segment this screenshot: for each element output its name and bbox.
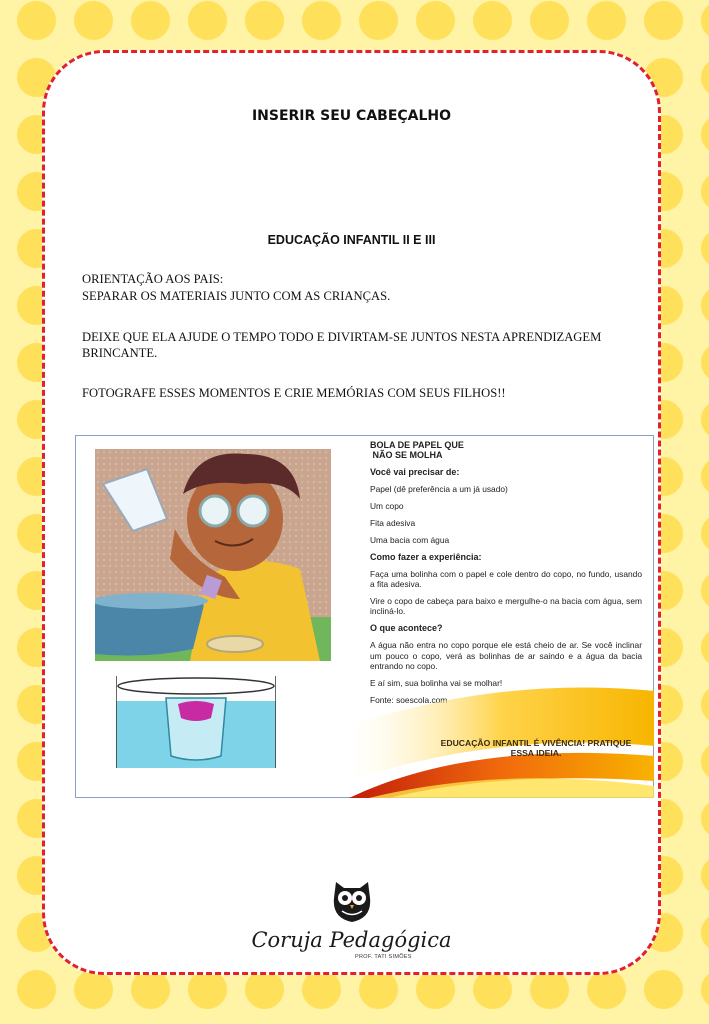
closing-text: E aí sim, sua bolinha vai se molhar! [370, 678, 503, 688]
brand-logo-text: Coruja Pedagógica [251, 928, 452, 952]
activity-title-line-2: NÃO SE MOLHA [370, 450, 443, 461]
instructions-paragraph-2: DEIXE QUE ELA AJUDE O TEMPO TODO E DIVIRTAM-SE JUNTOS NESTA APRENDIZAGEM BRINCANTE. [82, 330, 602, 360]
material-item: Um copo [370, 501, 404, 512]
activity-title-line-1: BOLA DE PAPEL QUE [370, 440, 464, 450]
page-subtitle: EDUCAÇÃO INFANTIL II E III [267, 233, 436, 247]
brand-subtitle: PROF. TATI SIMÕES [355, 954, 412, 960]
material-item: Uma bacia com água [370, 534, 450, 545]
material-item: Papel (dê preferência a um já usado) [370, 484, 508, 495]
step-item: Faça uma bolinha com o papel e cole dentro do copo, no fundo, usando a fita adesiva. [370, 568, 642, 590]
instructions-line-2: SEPARAR OS MATERIAIS JUNTO COM AS CRIANÇAS. [82, 289, 391, 303]
source-text: Fonte: soescola.com [370, 694, 448, 705]
material-item: Fita adesiva [370, 518, 416, 529]
instructions-panel [370, 440, 642, 712]
content-card [42, 50, 661, 975]
banner-text [416, 738, 656, 758]
result-heading: O que acontece? [370, 623, 443, 634]
glass-in-water-illustration [116, 676, 276, 768]
instructions-paragraph-3: FOTOGRAFE ESSES MOMENTOS E CRIE MEMÓRIAS COM SEUS FILHOS!! [82, 386, 506, 400]
banner-line-2: ESSA IDEIA. [510, 748, 562, 758]
howto-heading: Como fazer a experiência: [370, 551, 482, 562]
boy-experiment-illustration [95, 449, 331, 661]
header-placeholder: INSERIR SEU CABEÇALHO [251, 108, 452, 124]
step-item: Vire o copo de cabeça para baixo e mergulhe-o na bacia com água, sem incliná-lo. [370, 596, 642, 617]
result-text: A água não entra no copo porque ele está cheio de ar. Se você inclinar um pouco o copo, verá as bolinhas de ar saindo e a água da bacia entrando no copo. [370, 640, 642, 672]
activity-box [75, 435, 654, 798]
materials-heading: Você vai precisar de: [370, 467, 460, 478]
owl-logo-icon [330, 878, 374, 924]
instructions-line-1: ORIENTAÇÃO AOS PAIS: [82, 272, 224, 286]
banner-line-1: EDUCAÇÃO INFANTIL É VIVÊNCIA! PRATIQUE [440, 738, 632, 748]
